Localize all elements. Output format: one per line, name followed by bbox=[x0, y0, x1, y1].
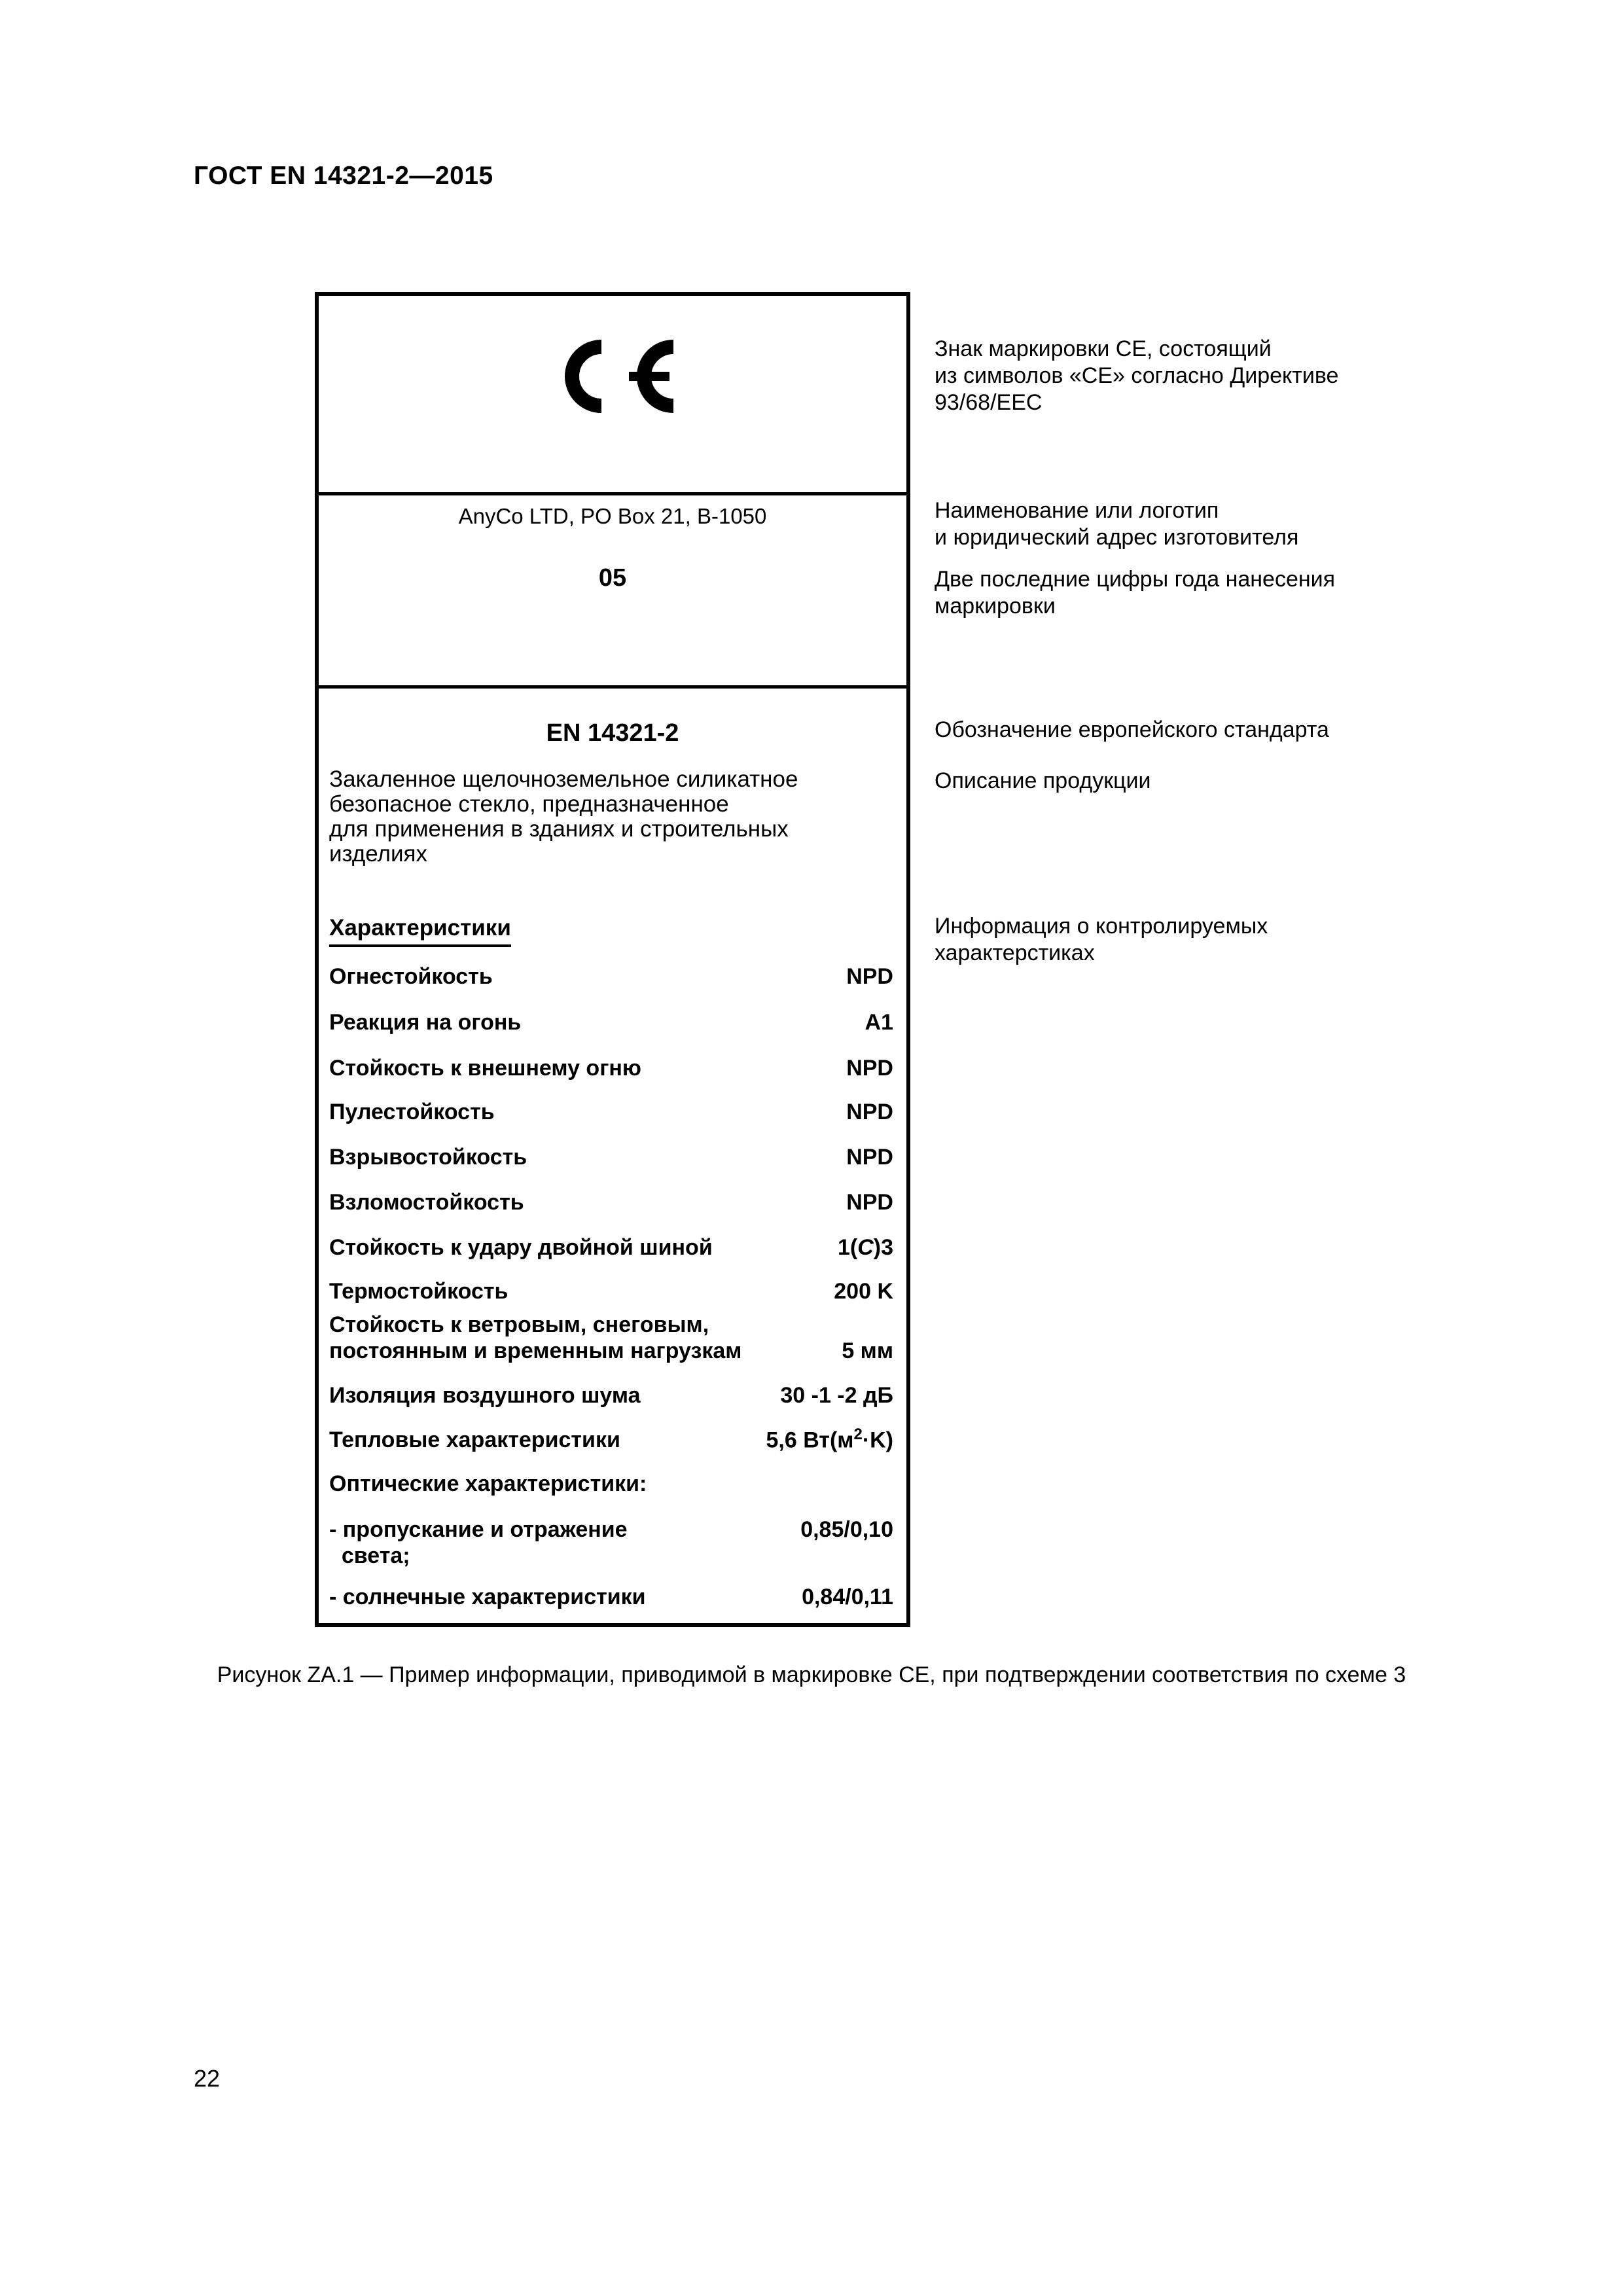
value-part-sup: 2 bbox=[853, 1425, 863, 1443]
figure-caption: Рисунок ZA.1 — Пример информации, приводимой в маркировке CE, при подтверждении соответствия по схеме 3 bbox=[217, 1662, 1406, 1687]
characteristic-value: NPD bbox=[846, 1190, 893, 1215]
annotation-line: и юридический адрес изготовителя bbox=[935, 525, 1299, 550]
annotation-line: Две последние цифры года нанесения bbox=[935, 567, 1336, 592]
value-part-italic: C bbox=[857, 1235, 874, 1260]
ce-mark-section bbox=[319, 296, 906, 495]
ce-mark-logo bbox=[548, 327, 679, 425]
description-line: для применения в зданиях и строительных bbox=[329, 816, 789, 842]
description-line: изделиях bbox=[329, 841, 427, 867]
characteristic-name: Оптические характеристики: bbox=[329, 1471, 647, 1496]
description-line: Закаленное щелочноземельное силикатное bbox=[329, 766, 798, 792]
annotation-line: Описание продукции bbox=[935, 768, 1151, 793]
characteristic-value: 30 -1 -2 дБ bbox=[780, 1383, 893, 1408]
characteristics-title: Характеристики bbox=[329, 916, 511, 947]
annotation-line: Знак маркировки CE, состоящий bbox=[935, 336, 1272, 361]
annotation-description bbox=[935, 768, 1151, 795]
characteristic-name: Тепловые характеристики bbox=[329, 1427, 620, 1452]
characteristic-row bbox=[329, 1055, 893, 1081]
characteristic-row bbox=[329, 963, 893, 990]
annotation-line: из символов «CE» согласно Директиве bbox=[935, 363, 1339, 388]
characteristic-name: Огнестойкость bbox=[329, 964, 493, 989]
characteristic-row bbox=[329, 1189, 893, 1215]
page-number: 22 bbox=[194, 2065, 221, 2092]
characteristic-row bbox=[329, 1382, 893, 1408]
characteristic-row bbox=[329, 1099, 893, 1125]
characteristic-value: 0,85/0,10 bbox=[800, 1517, 893, 1542]
characteristic-value: NPD bbox=[846, 964, 893, 989]
characteristic-value: NPD bbox=[846, 1100, 893, 1124]
characteristic-name-line: - пропускание и отражение bbox=[329, 1517, 628, 1542]
characteristic-name: Взломостойкость bbox=[329, 1190, 524, 1215]
characteristic-name bbox=[329, 1312, 741, 1364]
characteristic-row bbox=[329, 1234, 893, 1261]
value-part: 1( bbox=[837, 1235, 858, 1260]
characteristics-list bbox=[329, 685, 893, 1623]
characteristic-name-line: света; bbox=[329, 1543, 410, 1568]
standard-designation: EN 14321-2 bbox=[546, 719, 679, 747]
characteristic-row bbox=[329, 1009, 893, 1035]
annotation-line: характерстиках bbox=[935, 941, 1095, 965]
characteristic-value: 0,84/0,11 bbox=[802, 1585, 893, 1609]
characteristic-name-line: постоянным и временным нагрузкам bbox=[329, 1338, 742, 1363]
annotation-line: Информация о контролируемых bbox=[935, 914, 1268, 939]
manufacturer-address: AnyCo LTD, PO Box 21, B-1050 bbox=[458, 504, 767, 528]
characteristic-value: 5 мм bbox=[842, 1338, 893, 1363]
value-part: )3 bbox=[873, 1235, 893, 1260]
characteristic-row bbox=[329, 1427, 893, 1453]
annotation-year bbox=[935, 566, 1335, 620]
annotation-line: Обозначение европейского стандарта bbox=[935, 717, 1329, 742]
characteristic-name: Изоляция воздушного шума bbox=[329, 1383, 641, 1408]
characteristic-name: Пулестойкость bbox=[329, 1100, 495, 1124]
value-part: ·K) bbox=[862, 1427, 893, 1452]
characteristic-row bbox=[329, 1516, 893, 1569]
value-part: 5,6 Вт(м bbox=[766, 1427, 854, 1452]
document-header: ГОСТ EN 14321-2—2015 bbox=[194, 162, 493, 190]
characteristic-name: Реакция на огонь bbox=[329, 1010, 522, 1035]
characteristic-name: Стойкость к внешнему огню bbox=[329, 1056, 641, 1081]
characteristic-value: A1 bbox=[865, 1010, 893, 1035]
product-section bbox=[319, 685, 906, 1623]
ce-marking-label bbox=[315, 292, 910, 1627]
annotation-line: маркировки bbox=[935, 594, 1056, 619]
characteristic-value: NPD bbox=[846, 1145, 893, 1170]
description-line: безопасное стекло, предназначенное bbox=[329, 791, 729, 817]
characteristic-value: NPD bbox=[846, 1056, 893, 1081]
characteristic-row bbox=[329, 1144, 893, 1170]
characteristic-name-line: Стойкость к ветровым, снеговым, bbox=[329, 1312, 709, 1337]
annotation-ce-mark bbox=[935, 336, 1338, 416]
characteristic-value bbox=[766, 1422, 893, 1453]
characteristic-row bbox=[329, 1471, 893, 1497]
annotation-characteristics bbox=[935, 913, 1268, 967]
characteristic-row bbox=[329, 1584, 893, 1610]
annotation-line: Наименование или логотип bbox=[935, 498, 1219, 523]
characteristic-row bbox=[329, 1312, 893, 1364]
characteristic-name: Стойкость к удару двойной шиной bbox=[329, 1235, 713, 1260]
annotation-line: 93/68/EEC bbox=[935, 390, 1043, 415]
characteristic-value: 200 K bbox=[834, 1279, 893, 1304]
annotation-manufacturer bbox=[935, 497, 1298, 551]
characteristic-name: Термостойкость bbox=[329, 1279, 508, 1304]
manufacturer-section bbox=[319, 492, 906, 689]
characteristic-name: - солнечные характеристики bbox=[329, 1585, 646, 1609]
characteristic-name bbox=[329, 1516, 628, 1569]
characteristic-row bbox=[329, 1278, 893, 1304]
annotation-standard bbox=[935, 717, 1329, 744]
marking-year: 05 bbox=[598, 564, 627, 592]
characteristic-name: Взрывостойкость bbox=[329, 1145, 527, 1170]
characteristic-value bbox=[838, 1234, 893, 1261]
